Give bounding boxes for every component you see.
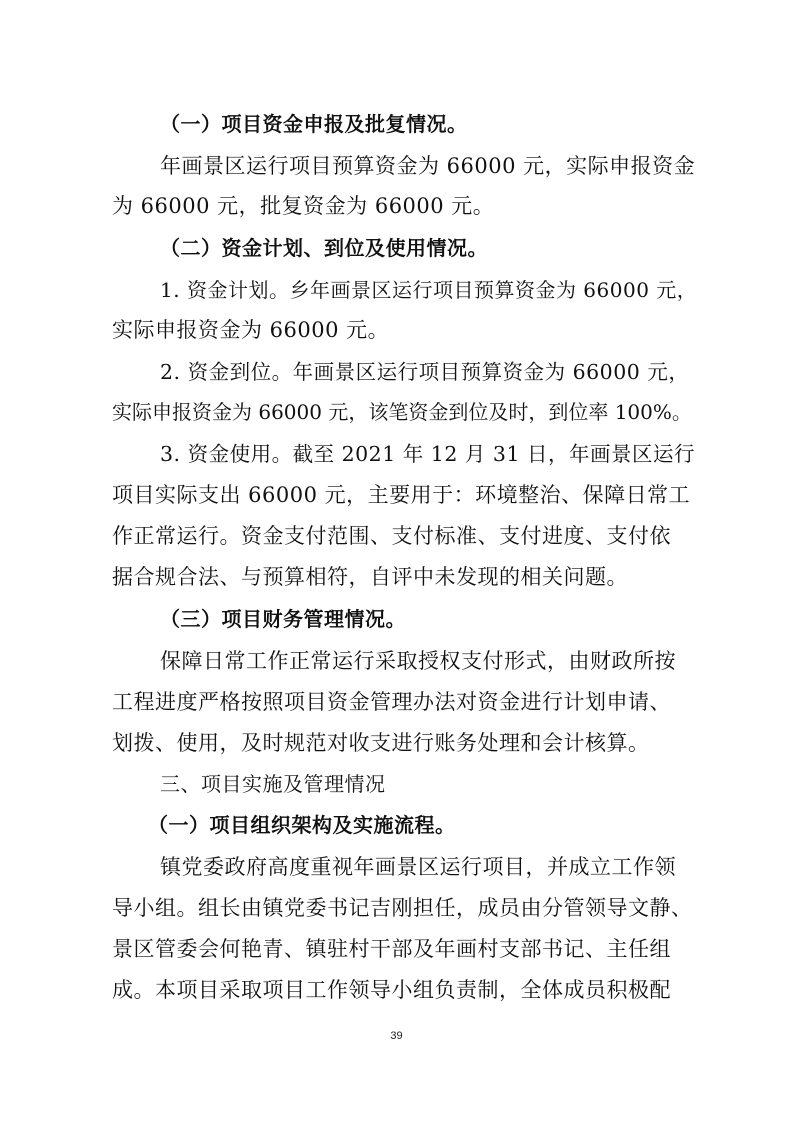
- paragraph-line: 导小组。组长由镇党委书记吉刚担任，成员由分管领导文静、: [112, 896, 693, 920]
- section-heading-fund-application: （一）项目资金申报及批复情况。: [160, 112, 468, 136]
- paragraph-line: 实际申报资金为 66000 元，该笔资金到位及时，到位率 100%。: [112, 400, 692, 424]
- paragraph-line: 景区管委会何艳青、镇驻村干部及年画村支部书记、主任组: [112, 937, 671, 961]
- paragraph-line: 保障日常工作正常运行采取授权支付形式，由财政所按: [160, 649, 676, 673]
- paragraph-line: 实际申报资金为 66000 元。: [112, 318, 390, 342]
- paragraph-line: 工程进度严格按照项目资金管理办法对资金进行计划申请、: [112, 690, 671, 714]
- paragraph-line: 年画景区运行项目预算资金为 66000 元，实际申报资金: [160, 154, 696, 178]
- paragraph-line: 据合规合法、与预算相符，自评中未发现的相关问题。: [112, 565, 628, 589]
- paragraph-line: 1. 资金计划。乡年画景区运行项目预算资金为 66000 元，: [160, 278, 698, 302]
- paragraph-line: 为 66000 元，批复资金为 66000 元。: [112, 194, 495, 218]
- paragraph-line: 作正常运行。资金支付范围、支付标准、支付进度、支付依: [112, 524, 671, 548]
- paragraph-line: 镇党委政府高度重视年画景区运行项目，并成立工作领: [160, 855, 676, 879]
- paragraph-line: 项目实际支出 66000 元，主要用于：环境整治、保障日常工: [112, 483, 691, 507]
- paragraph-line: 2. 资金到位。年画景区运行项目预算资金为 66000 元，: [160, 360, 690, 384]
- chapter-heading-implementation: 三、项目实施及管理情况: [160, 772, 386, 796]
- section-heading-organization: （一）项目组织架构及实施流程。: [148, 813, 456, 837]
- section-heading-fund-plan: （二）资金计划、到位及使用情况。: [160, 236, 488, 260]
- section-heading-finance-management: （三）项目财务管理情况。: [160, 607, 406, 631]
- paragraph-line: 3. 资金使用。截至 2021 年 12 月 31 日，年画景区运行: [160, 442, 696, 466]
- paragraph-line: 成。本项目采取项目工作领导小组负责制，全体成员积极配: [112, 978, 671, 1002]
- page-number: 39: [390, 1030, 403, 1042]
- paragraph-line: 划拨、使用，及时规范对收支进行账务处理和会计核算。: [112, 731, 650, 755]
